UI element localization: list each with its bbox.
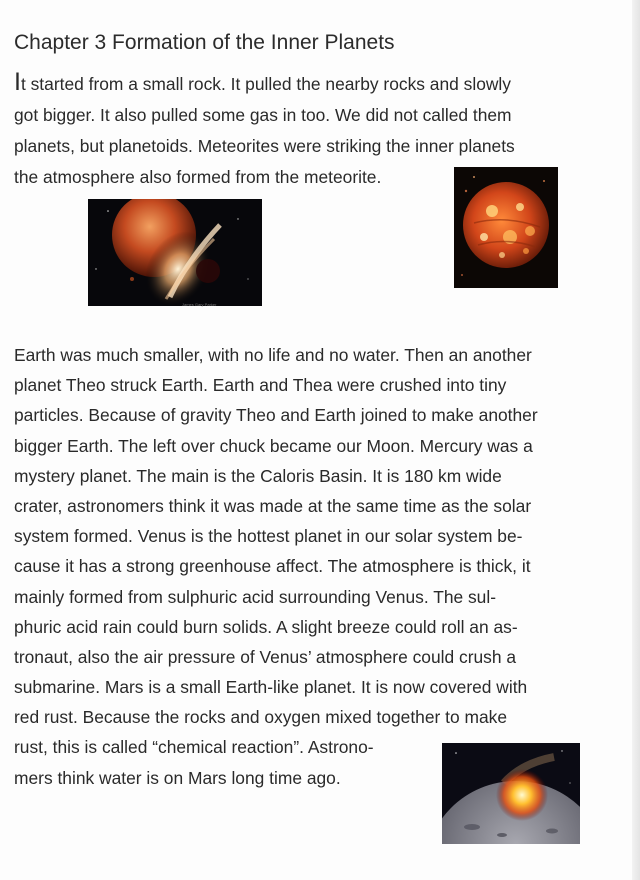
paragraph-main	[14, 340, 538, 793]
paragraph-intro	[14, 69, 515, 193]
paragraph-line: crater, astronomers think it was made at the same time as the solar	[14, 495, 532, 516]
paragraph-line: particles. Because of gravity Theo and Earth joined to make another	[14, 405, 538, 426]
page-edge-shadow	[632, 0, 640, 880]
paragraph-line: planet Theo struck Earth. Earth and Thea were crushed into tiny	[14, 375, 507, 396]
paragraph-line: rust, this is called “chemical reaction”. Astrono-	[14, 737, 374, 758]
paragraph-line: red rust. Because the rocks and oxygen mixed together to make	[14, 707, 508, 728]
paragraph-line: submarine. Mars is a small Earth-like planet. It is now covered with	[14, 677, 528, 698]
paragraph-line: got bigger. It also pulled some gas in too. We did not called them	[14, 105, 512, 125]
paragraph-line: mainly formed from sulphuric acid surrounding Venus. The sul-	[14, 586, 497, 607]
planet-collision-image	[88, 199, 262, 306]
impact-planet-image	[442, 743, 580, 844]
paragraph-line: Earth was much smaller, with no life and no water. Then an another	[14, 345, 532, 365]
paragraph-line: cause it has a strong greenhouse affect. The atmosphere is thick, it	[14, 556, 531, 577]
molten-planet-image	[454, 167, 558, 288]
drop-cap: I	[14, 68, 21, 96]
paragraph-line: system formed. Venus is the hottest planet in our solar system be-	[14, 526, 523, 547]
paragraph-line: tronaut, also the air pressure of Venus’ atmosphere could crush a	[14, 646, 517, 667]
paragraph-line-text: t started from a small rock. It pulled the nearby rocks and slowly	[20, 74, 511, 94]
paragraph-line: mystery planet. The main is the Caloris Basin. It is 180 km wide	[14, 465, 502, 486]
paragraph-line	[14, 69, 515, 100]
paragraph-line: planets, but planetoids. Meteorites were striking the inner planets	[14, 136, 515, 156]
paragraph-line: mers think water is on Mars long time ago.	[14, 767, 341, 788]
image-credit: James Gary Parker	[182, 302, 217, 307]
paragraph-line: phuric acid rain could burn solids. A slight breeze could roll an as-	[14, 616, 518, 637]
paragraph-line: bigger Earth. The left over chuck became our Moon. Mercury was a	[14, 435, 533, 456]
paragraph-line: the atmosphere also formed from the meteorite.	[14, 167, 382, 187]
chapter-title: Chapter 3 Formation of the Inner Planets	[14, 31, 395, 54]
